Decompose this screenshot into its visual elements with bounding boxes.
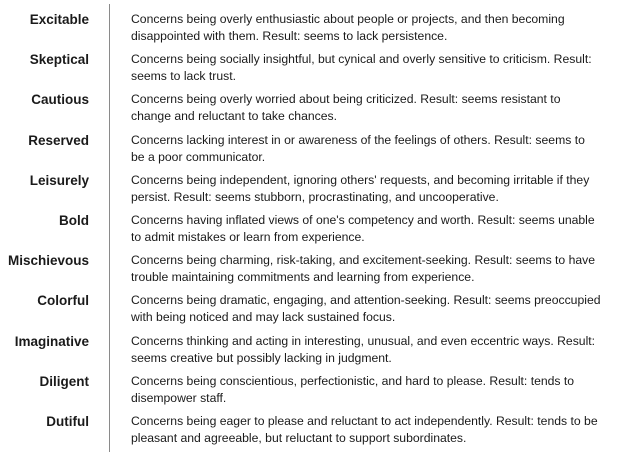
table-row bbox=[0, 370, 620, 410]
trait-description: Concerns being dramatic, engaging, and attention-seeking. Result: seems preoccupied with being noticed and may lack sustained focus. bbox=[131, 293, 601, 325]
trait-name: Imaginative bbox=[14, 333, 89, 349]
trait-description: Concerns having inflated views of one's competency and worth. Result: seems unable to admit mistakes or learn from experience. bbox=[131, 212, 595, 244]
trait-name: Cautious bbox=[31, 92, 89, 108]
trait-description: Concerns being conscientious, perfectionistic, and hard to please. Result: tends to disempower staff. bbox=[131, 373, 575, 405]
trait-description: Concerns being charming, risk-taking, and excitement-seeking. Result: seems to have trouble maintaining commitments and learning from experience. bbox=[131, 253, 596, 285]
trait-description: Concerns lacking interest in or awareness of the feelings of others. Result: seems to be a poor communicator. bbox=[131, 132, 585, 164]
trait-name: Dutiful bbox=[46, 413, 89, 429]
trait-name: Skeptical bbox=[29, 52, 89, 68]
table-row bbox=[0, 169, 620, 209]
table-row bbox=[0, 289, 620, 329]
table-row bbox=[0, 129, 620, 169]
table-row bbox=[0, 209, 620, 249]
table-row bbox=[0, 48, 620, 88]
trait-description: Concerns being independent, ignoring others' requests, and becoming irritable if they persist. Result: seems stubborn, procrastinating, and uncooperative. bbox=[131, 172, 590, 204]
trait-table bbox=[0, 8, 620, 450]
trait-name: Mischievous bbox=[7, 253, 89, 269]
trait-name: Diligent bbox=[39, 373, 89, 389]
table-row bbox=[0, 330, 620, 370]
trait-name: Colorful bbox=[37, 293, 89, 309]
table-row bbox=[0, 88, 620, 128]
trait-name: Reserved bbox=[28, 132, 89, 148]
trait-name: Bold bbox=[59, 212, 89, 228]
table-row bbox=[0, 249, 620, 289]
trait-name: Excitable bbox=[29, 12, 89, 27]
trait-description: Concerns being overly enthusiastic about people or projects, and then becoming disappointed with them. Result: seems to lack persistence. bbox=[131, 12, 565, 43]
table-row bbox=[0, 410, 620, 450]
trait-name: Leisurely bbox=[29, 172, 89, 188]
trait-description: Concerns thinking and acting in interesting, unusual, and even eccentric ways. Result: seems creative but possibly lacking in judgment. bbox=[131, 333, 596, 365]
trait-description: Concerns being eager to please and reluctant to act independently. Result: tends to be pleasant and agreeable, but reluctant to support subordinates. bbox=[131, 413, 598, 445]
table-row bbox=[0, 8, 620, 48]
trait-description: Concerns being overly worried about being criticized. Result: seems resistant to change and reluctant to take chances. bbox=[131, 92, 561, 124]
trait-description: Concerns being socially insightful, but cynical and overly sensitive to criticism. Result: seems to lack trust. bbox=[131, 52, 592, 84]
